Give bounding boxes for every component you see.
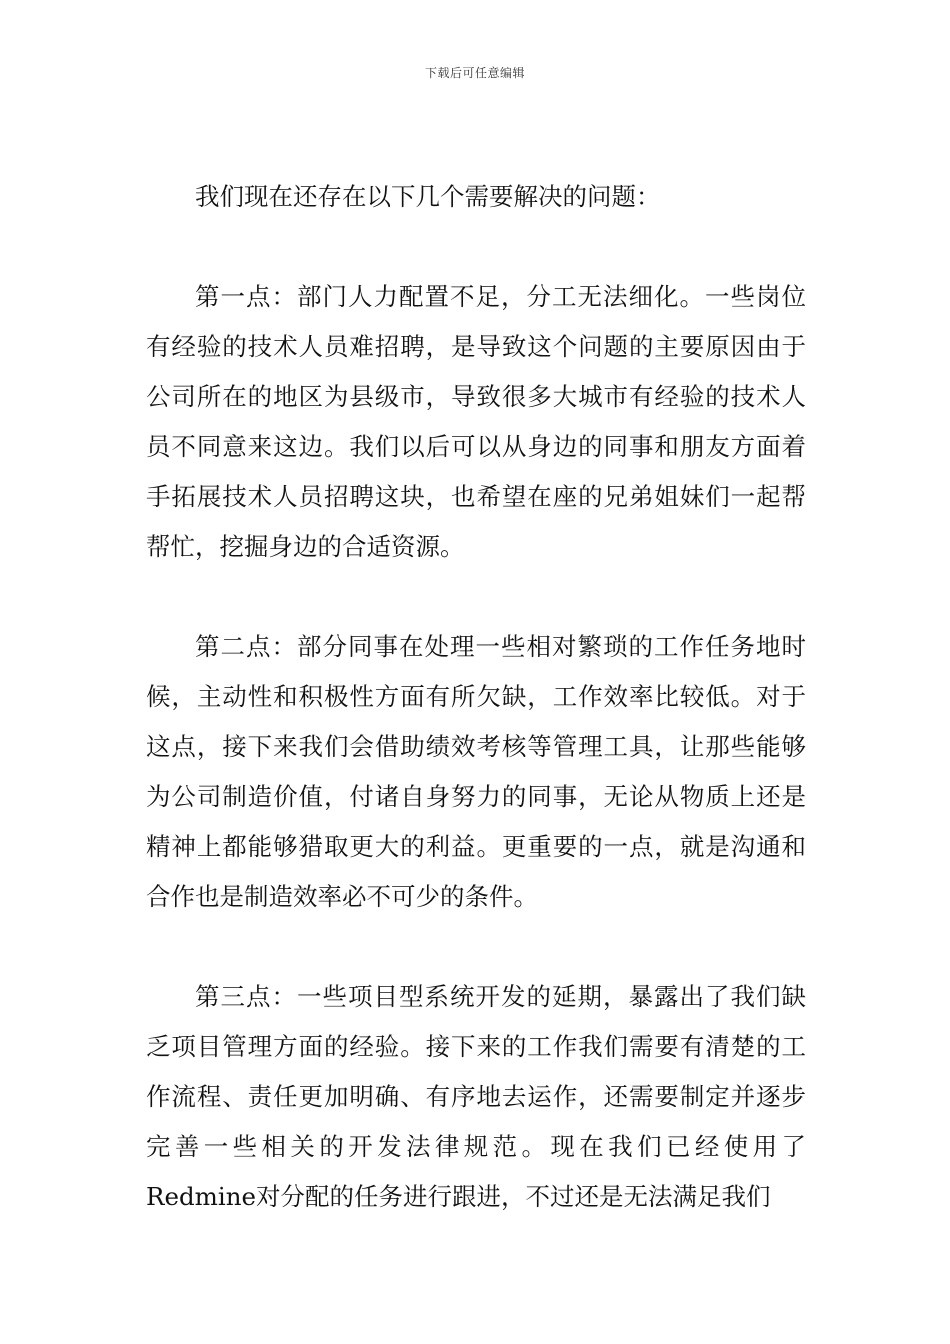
paragraph-point-two: 第二点：部分同事在处理一些相对繁琐的工作任务地时候，主动性和积极性方面有所欠缺，工作效率比较低。对于这点，接下来我们会借助绩效考核等管理工具，让那些能够为公司制造价值，付诸自身努力的同事，无论从物质上还是精神上都能够猎取更大的利益。更重要的一点，就是沟通和合作也是制造效率必不可少的条件。	[146, 632, 806, 911]
paragraph-point-one: 第一点：部门人力配置不足，分工无法细化。一些岗位有经验的技术人员难招聘，是导致这个问题的主要原因由于公司所在的地区为县级市，导致很多大城市有经验的技术人员不同意来这边。我们以后可以从身边的同事和朋友方面着手拓展技术人员招聘这块，也希望在座的兄弟姐妹们一起帮帮忙，挖掘身边的合适资源。	[146, 282, 806, 561]
page-header-note: 下载后可任意编辑	[424, 66, 525, 80]
paragraph-point-three: 第三点：一些项目型系统开发的延期，暴露出了我们缺乏项目管理方面的经验。接下来的工作我们需要有清楚的工作流程、责任更加明确、有序地去运作，还需要制定并逐步完善一些相关的开发法律规范。现在我们已经使用了Redmine对分配的任务进行跟进，不过还是无法满足我们	[146, 982, 806, 1211]
paragraph-intro: 我们现在还存在以下几个需要解决的问题：	[195, 182, 661, 211]
document-body	[146, 172, 806, 1272]
